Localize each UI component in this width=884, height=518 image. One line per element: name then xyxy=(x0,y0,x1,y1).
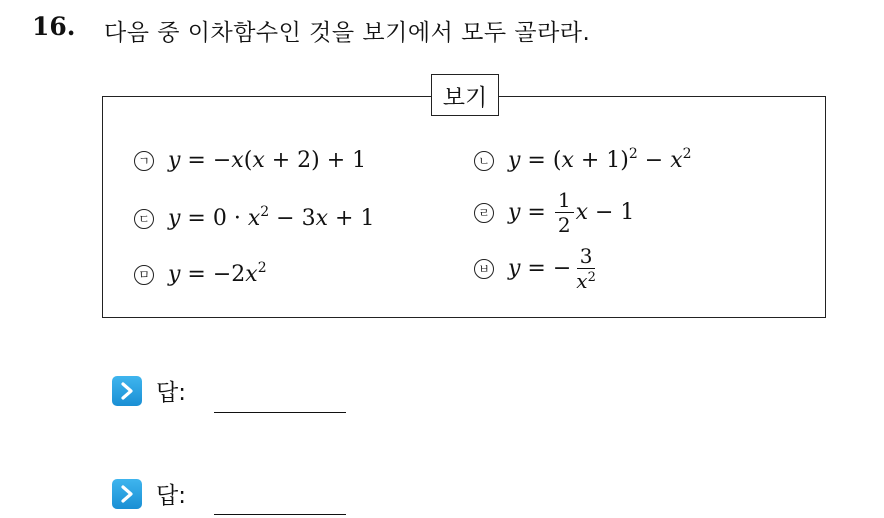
option-equation: y = $\frac{1}{2}$ x − 1 xyxy=(508,188,635,237)
option-equation: $y = 0 \cdot x^2 - 3x + 1$ xyxy=(168,204,375,231)
answer-blank-1[interactable] xyxy=(214,412,346,413)
option-equation: y = − $\frac{3}{x^2}$ xyxy=(508,246,601,291)
option-1 xyxy=(134,148,366,173)
answer-label: 답: xyxy=(156,483,186,509)
question-number: 16. xyxy=(32,12,76,41)
option-marker: ㄱ xyxy=(134,151,154,171)
option-marker: ㄴ xyxy=(474,151,494,171)
answer-row-2 xyxy=(112,477,186,510)
option-6 xyxy=(474,246,601,291)
option-equation: $y = -2x^2$ xyxy=(168,260,267,287)
question-text: 다음 중 이차함수인 것을 보기에서 모두 골라라. xyxy=(104,20,591,46)
option-equation: y = −x(x + 2) + 1 xyxy=(168,148,367,173)
answer-row-1 xyxy=(112,374,186,407)
option-2 xyxy=(474,148,692,173)
option-3 xyxy=(134,206,374,231)
fraction: $\frac{1}{2}$ xyxy=(555,190,574,235)
option-marker: ㅁ xyxy=(134,265,154,285)
example-box-title: 보기 xyxy=(431,74,499,116)
option-4 xyxy=(474,190,634,235)
option-marker: ㄹ xyxy=(474,203,494,223)
option-5 xyxy=(134,262,267,287)
option-marker: ㄷ xyxy=(134,209,154,229)
answer-label: 답: xyxy=(156,380,186,406)
chevron-right-icon xyxy=(112,376,142,406)
answer-blank-2[interactable] xyxy=(214,514,346,515)
fraction: $\frac{3}{x^2}$ xyxy=(576,244,596,293)
chevron-right-icon xyxy=(112,479,142,509)
option-marker: ㅂ xyxy=(474,259,494,279)
option-equation: $y = (x + 1)^2 - x^2$ xyxy=(508,146,692,173)
